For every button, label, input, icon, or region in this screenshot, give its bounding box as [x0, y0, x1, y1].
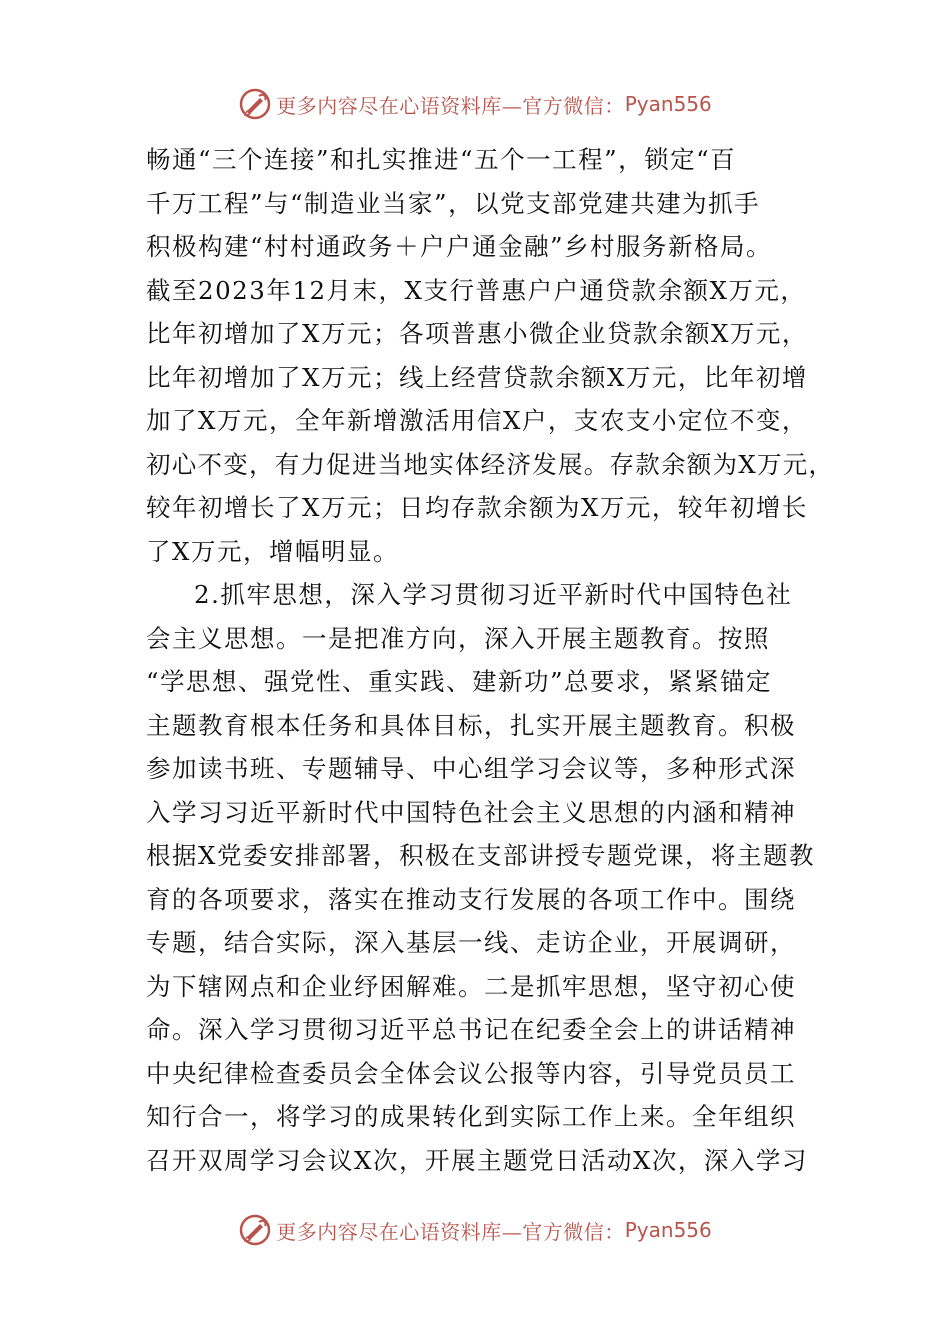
text-line: 初心不变，有力促进当地实体经济发展。存款余额为X万元， [146, 449, 835, 479]
text-line: 主题教育根本任务和具体目标，扎实开展主题教育。积极 [146, 710, 796, 740]
text-line: 育的各项要求，落实在推动支行发展的各项工作中。围绕 [146, 884, 796, 914]
pen-logo-icon [238, 87, 272, 121]
text-line: 2.抓牢思想，深入学习贯彻习近平新时代中国特色社 [194, 580, 793, 609]
text-line: 千万工程”与“制造业当家”，以党支部党建共建为抓手 [146, 188, 761, 218]
text-line: 较年初增长了X万元；日均存款余额为X万元，较年初增长 [146, 493, 808, 522]
watermark-handle: Pyan556 [624, 1218, 712, 1242]
text-line: 比年初增加了X万元；线上经营贷款余额X万元，比年初增 [146, 362, 808, 392]
text-line: 专题，结合实际，深入基层一线、走访企业，开展调研， [146, 928, 796, 957]
text-line: 根据X党委安排部署，积极在支部讲授专题党课，将主题教 [146, 841, 815, 870]
text-line: “学思想、强党性、重实践、建新功”总要求，紧紧锚定 [146, 667, 773, 696]
text-line: 截至2023年12月末，X支行普惠户户通贷款余额X万元， [146, 275, 807, 305]
text-line: 为下辖网点和企业纾困解难。二是抓牢思想，坚守初心使 [146, 971, 796, 1001]
text-line: 比年初增加了X万元；各项普惠小微企业贷款余额X万元， [146, 319, 808, 348]
text-line: 召开双周学习会议X次，开展主题党日活动X次，深入学习 [146, 1145, 808, 1175]
text-line: 畅通“三个连接”和扎实推进“五个一工程”，锁定“百 [146, 145, 737, 174]
text-line: 中央纪律检查委员会全体会议公报等内容，引导党员员工 [146, 1058, 796, 1088]
watermark-banner-top [0, 84, 950, 124]
text-line: 会主义思想。一是把准方向，深入开展主题教育。按照 [146, 623, 770, 653]
text-line: 入学习习近平新时代中国特色社会主义思想的内涵和精神 [146, 797, 796, 827]
watermark-handle: Pyan556 [624, 92, 712, 116]
watermark-text: 更多内容尽在心语资料库—官方微信： [276, 1219, 625, 1244]
text-line: 参加读书班、专题辅导、中心组学习会议等，多种形式深 [146, 754, 796, 783]
document-body [146, 138, 836, 1182]
pen-logo-icon [238, 1213, 272, 1247]
text-line: 知行合一，将学习的成果转化到实际工作上来。全年组织 [146, 1102, 796, 1131]
watermark-text: 更多内容尽在心语资料库—官方微信： [276, 93, 625, 118]
text-line: 命。深入学习贯彻习近平总书记在纪委全会上的讲话精神 [146, 1015, 796, 1044]
text-line: 了X万元，增幅明显。 [146, 536, 399, 566]
text-line: 积极构建“村村通政务＋户户通金融”乡村服务新格局。 [146, 232, 773, 261]
watermark-banner-bottom [0, 1210, 950, 1250]
text-line: 加了X万元，全年新增激活用信X户，支农支小定位不变， [146, 406, 808, 435]
